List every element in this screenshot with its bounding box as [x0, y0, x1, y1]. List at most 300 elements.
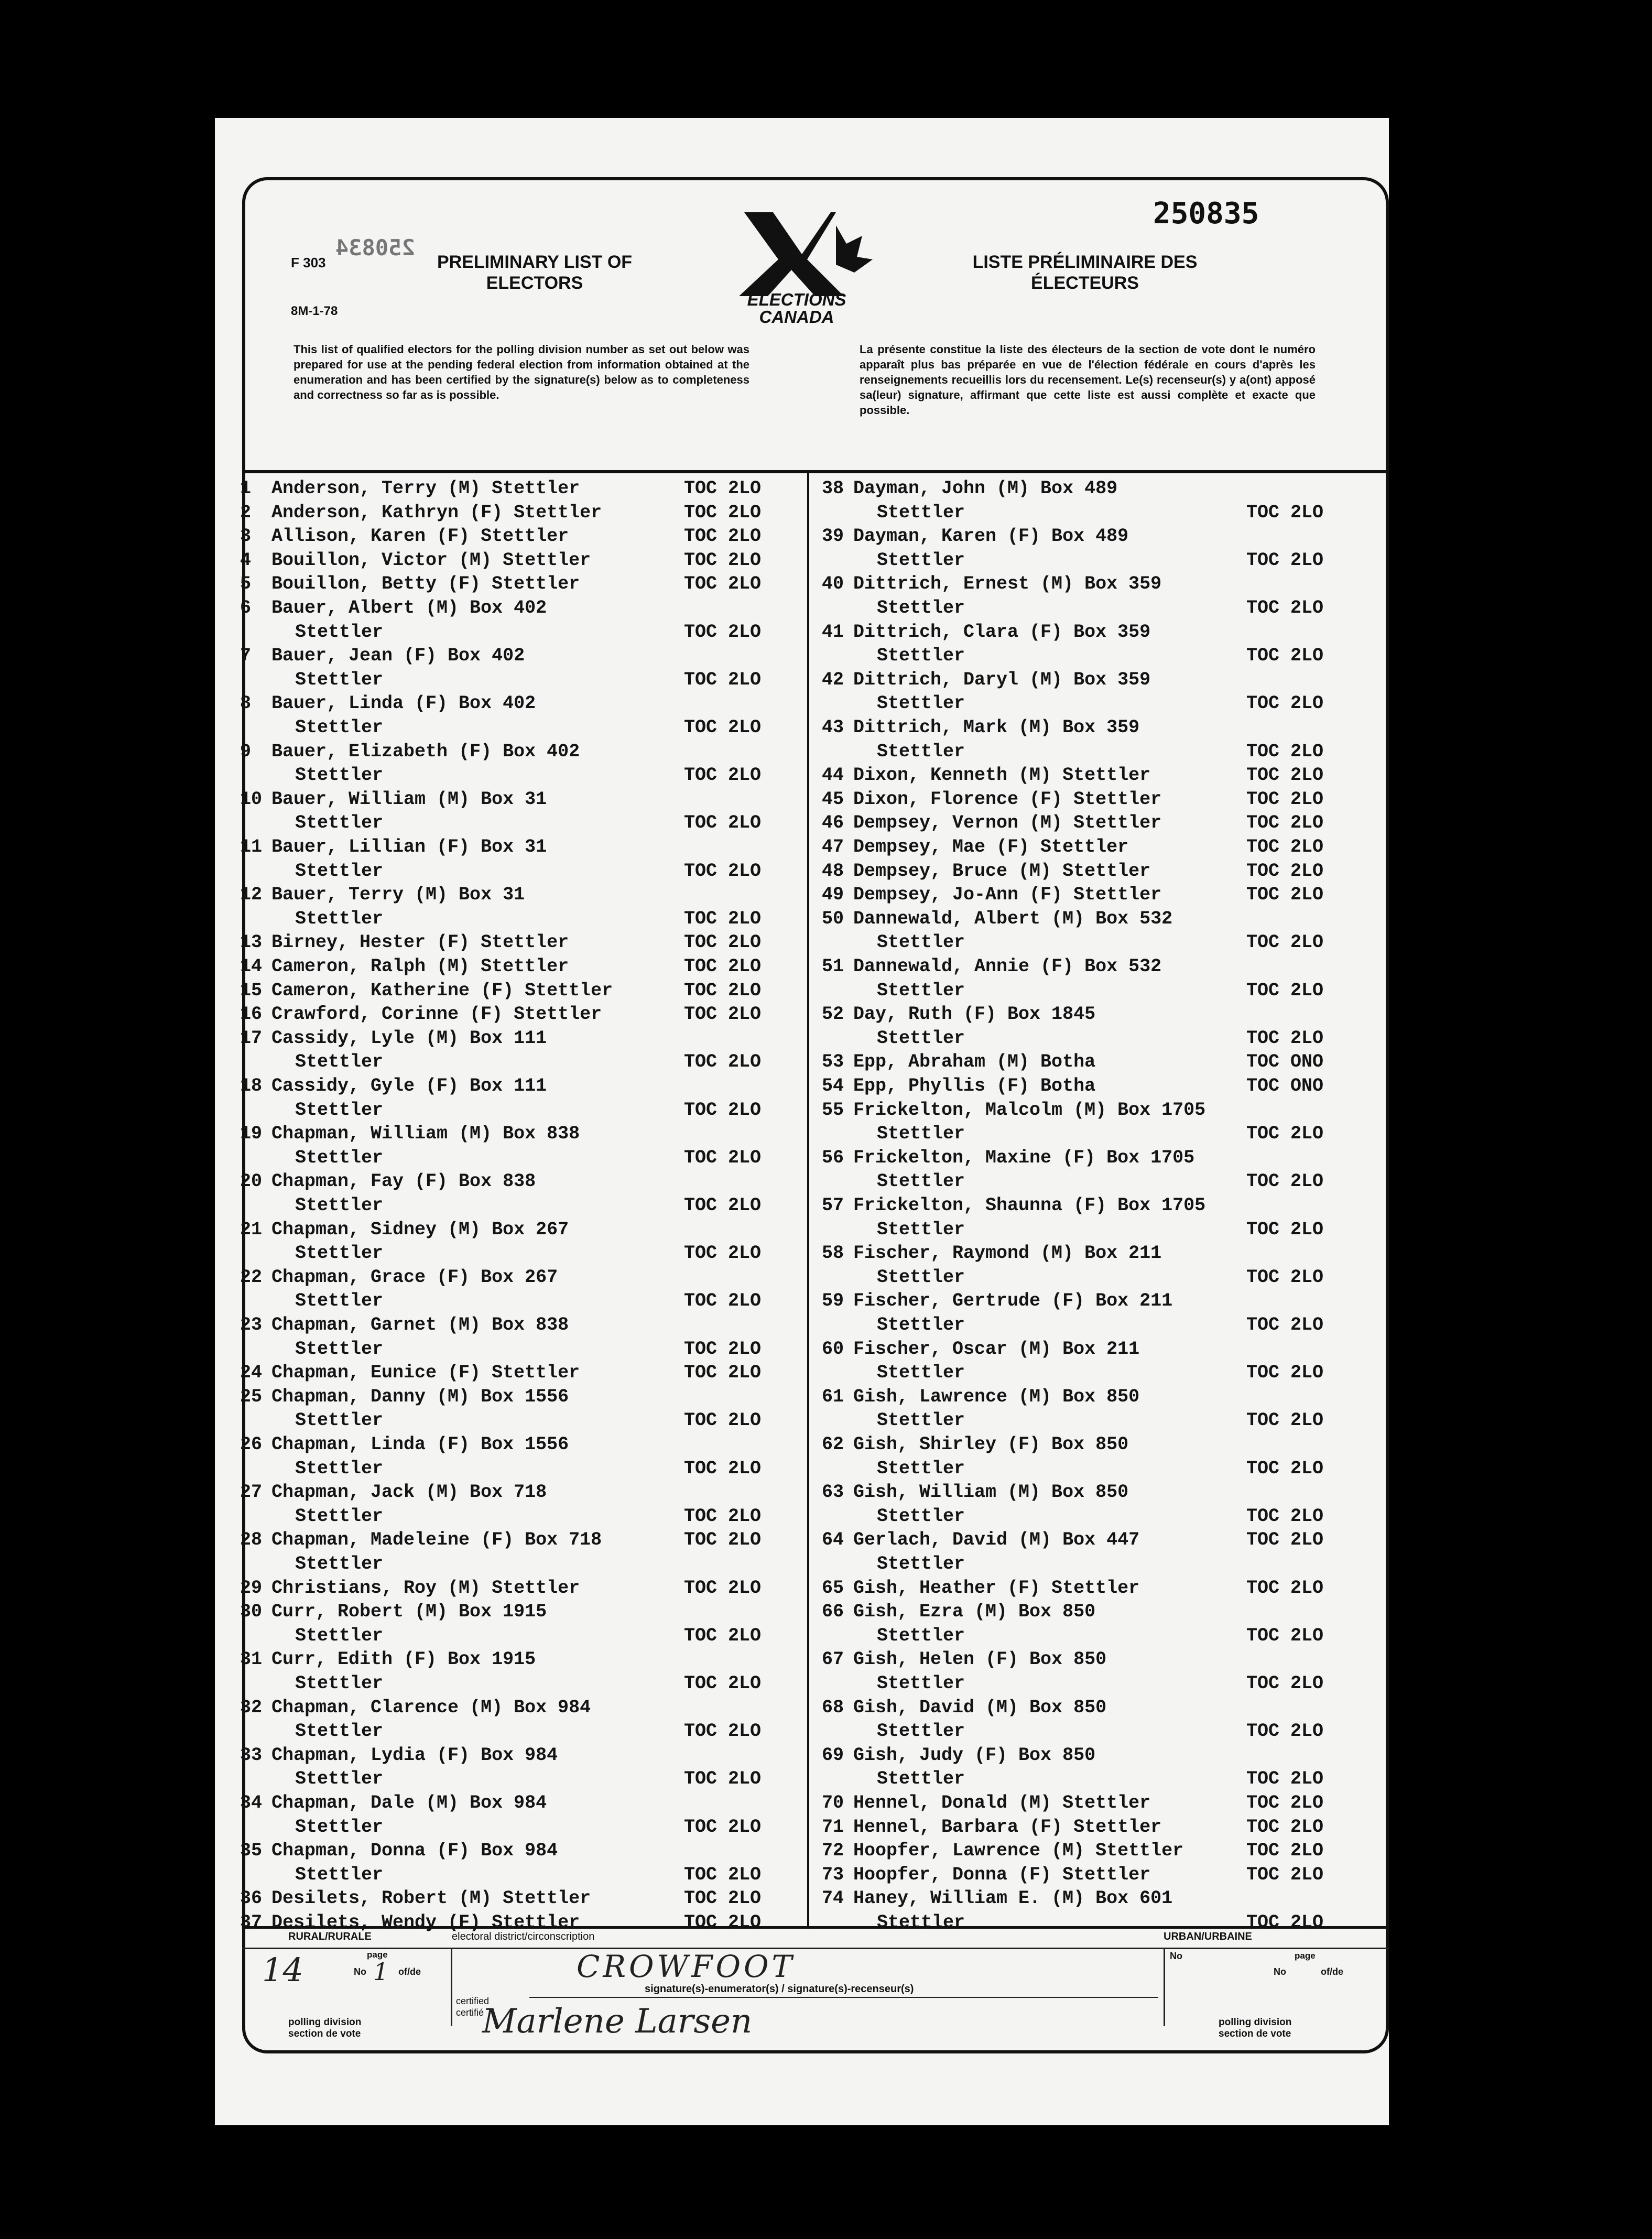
elector-name: Fischer, Gertrude (F) Box 211 [853, 1290, 1173, 1312]
elector-address: Stettler [877, 693, 965, 714]
elector-name: Chapman, Dale (M) Box 984 [271, 1792, 547, 1813]
elector-name: Desilets, Wendy (F) Stettler [271, 1912, 580, 1933]
elector-postal-code: TOC 2LO [684, 1243, 762, 1264]
elector-name: Hennel, Barbara (F) Stettler [853, 1816, 1162, 1838]
elector-postal-code: TOC 2LO [684, 669, 762, 690]
footer-vline-2 [1164, 1948, 1165, 2026]
elector-number: 4 [240, 549, 252, 571]
elector-name: Hoopfer, Lawrence (M) Stettler [853, 1840, 1184, 1862]
elector-number: 44 [822, 765, 844, 786]
elector-name: Dixon, Florence (F) Stettler [853, 788, 1162, 810]
elector-name: Chapman, Grace (F) Box 267 [271, 1266, 558, 1288]
elector-number: 71 [822, 1816, 844, 1838]
elector-address: Stettler [295, 1338, 384, 1360]
elector-name: Epp, Phyllis (F) Botha [853, 1075, 1096, 1096]
elector-number: 15 [240, 980, 263, 1001]
elector-number: 13 [240, 932, 263, 953]
elector-postal-code: TOC 2LO [1246, 1864, 1324, 1885]
elector-number: 7 [240, 645, 252, 667]
elector-name: Gerlach, David (M) Box 447 [853, 1529, 1140, 1551]
elector-number: 18 [240, 1075, 263, 1096]
elector-postal-code: TOC 2LO [684, 1673, 762, 1694]
elector-address: Stettler [877, 980, 965, 1001]
form-frame [242, 177, 1389, 2053]
elector-number: 20 [240, 1171, 263, 1192]
elector-number: 33 [240, 1744, 263, 1766]
elector-address: Stettler [877, 1673, 965, 1694]
elector-number: 3 [240, 526, 252, 547]
elector-postal-code: TOC 2LO [684, 1338, 762, 1360]
elector-name: Dempsey, Bruce (M) Stettler [853, 860, 1151, 882]
handwritten-page-number: 1 [373, 1958, 389, 1986]
elector-number: 9 [240, 741, 252, 762]
elector-number: 49 [822, 884, 844, 906]
elector-postal-code: TOC 2LO [1246, 597, 1324, 618]
elector-number: 25 [240, 1386, 263, 1407]
elector-name: Chapman, Fay (F) Box 838 [271, 1171, 536, 1192]
elector-name: Allison, Karen (F) Stettler [271, 526, 569, 547]
elector-postal-code: TOC 2LO [684, 932, 762, 953]
elector-number: 43 [822, 717, 844, 738]
right-of-label: of/de [1321, 1966, 1343, 1977]
elector-number: 69 [822, 1744, 844, 1766]
elector-address: Stettler [877, 549, 965, 571]
elector-name: Bauer, Terry (M) Box 31 [271, 884, 525, 906]
elector-postal-code: TOC 2LO [1246, 549, 1324, 571]
elector-name: Bouillon, Betty (F) Stettler [271, 573, 580, 595]
title-fr-line2: ÉLECTEURS [1031, 273, 1139, 293]
elector-postal-code: TOC 2LO [1246, 1458, 1324, 1479]
elector-postal-code: TOC 2LO [684, 1577, 762, 1599]
title-en-line2: ELECTORS [486, 273, 583, 293]
elector-number: 63 [822, 1482, 844, 1503]
elector-name: Dempsey, Mae (F) Stettler [853, 836, 1129, 857]
elector-address: Stettler [877, 597, 965, 618]
elector-postal-code: TOC 2LO [1246, 1625, 1324, 1646]
elector-address: Stettler [295, 1553, 384, 1574]
elector-number: 26 [240, 1434, 263, 1455]
elector-number: 21 [240, 1219, 263, 1240]
elector-postal-code: TOC 2LO [1246, 1314, 1324, 1335]
elector-name: Chapman, William (M) Box 838 [271, 1123, 580, 1145]
elector-postal-code: TOC 2LO [684, 1195, 762, 1216]
title-fr-line1: LISTE PRÉLIMINAIRE DES [972, 252, 1198, 272]
handwritten-division-number: 14 [262, 1951, 303, 1989]
elector-postal-code: TOC 2LO [684, 980, 762, 1001]
elector-address: Stettler [877, 1266, 965, 1288]
form-code: F 303 [291, 255, 326, 270]
rural-label: RURAL/RURALE [288, 1931, 372, 1942]
elector-postal-code: TOC 2LO [684, 1290, 762, 1312]
elector-address: Stettler [877, 1219, 965, 1240]
elector-name: Bouillon, Victor (M) Stettler [271, 549, 591, 571]
elector-postal-code: TOC 2LO [684, 1410, 762, 1431]
elector-name: Dittrich, Clara (F) Box 359 [853, 621, 1151, 643]
handwritten-district: CROWFOOT [577, 1949, 796, 1984]
left-no-label: No [354, 1966, 366, 1977]
elector-name: Epp, Abraham (M) Botha [853, 1051, 1096, 1073]
elector-name: Bauer, Linda (F) Box 402 [271, 693, 536, 714]
elector-number: 10 [240, 788, 263, 810]
elector-postal-code: TOC 2LO [1246, 1123, 1324, 1145]
elector-address: Stettler [295, 1721, 384, 1742]
elector-number: 40 [822, 573, 844, 595]
elector-number: 8 [240, 693, 252, 714]
elector-postal-code: TOC 2LO [1246, 1219, 1324, 1240]
elector-postal-code: TOC 2LO [1246, 1577, 1324, 1599]
header-divider [242, 470, 1389, 473]
elector-number: 51 [822, 956, 844, 977]
elector-number: 32 [240, 1697, 263, 1718]
elector-postal-code: TOC ONO [1246, 1051, 1324, 1073]
right-no-label: No [1170, 1951, 1182, 1961]
elector-number: 74 [822, 1888, 844, 1909]
elector-postal-code: TOC 2LO [684, 1099, 762, 1121]
elector-postal-code: TOC 2LO [1246, 1912, 1324, 1933]
title-en-line1: PRELIMINARY LIST OF [437, 252, 633, 272]
elector-postal-code: TOC 2LO [1246, 1410, 1324, 1431]
elector-postal-code: TOC 2LO [1246, 1362, 1324, 1384]
signature-line [529, 1997, 1158, 1998]
elector-number: 46 [822, 812, 844, 834]
elector-number: 12 [240, 884, 263, 906]
elector-number: 45 [822, 788, 844, 810]
elector-number: 62 [822, 1434, 844, 1455]
elector-postal-code: TOC 2LO [684, 1362, 762, 1384]
elector-postal-code: TOC 2LO [684, 1505, 762, 1527]
elector-postal-code: TOC 2LO [1246, 788, 1324, 810]
elector-address: Stettler [877, 1768, 965, 1790]
elector-number: 48 [822, 860, 844, 882]
urban-label: URBAN/URBAINE [1164, 1931, 1252, 1942]
elector-postal-code: TOC 2LO [1246, 693, 1324, 714]
elector-name: Anderson, Kathryn (F) Stettler [271, 502, 602, 523]
elector-address: Stettler [295, 669, 384, 690]
elector-address: Stettler [295, 908, 384, 929]
certifie-label: certifié [456, 2007, 484, 2018]
elector-address: Stettler [877, 1171, 965, 1192]
elector-postal-code: TOC 2LO [684, 1529, 762, 1551]
elector-number: 22 [240, 1266, 263, 1288]
elector-postal-code: TOC 2LO [1246, 502, 1324, 523]
elector-address: Stettler [295, 1816, 384, 1838]
elector-postal-code: TOC 2LO [1246, 1027, 1324, 1049]
elector-postal-code: TOC 2LO [684, 1888, 762, 1909]
elector-number: 35 [240, 1840, 263, 1862]
elector-address: Stettler [877, 1505, 965, 1527]
footer-rule-1 [242, 1948, 1389, 1949]
elector-postal-code: TOC 2LO [1246, 980, 1324, 1001]
elector-postal-code: TOC 2LO [684, 1912, 762, 1933]
elector-postal-code: TOC 2LO [684, 526, 762, 547]
handwritten-signature: Marlene Larsen [482, 2002, 753, 2041]
elector-postal-code: TOC 2LO [684, 717, 762, 738]
elector-postal-code: TOC 2LO [684, 812, 762, 834]
elector-name: Cassidy, Gyle (F) Box 111 [271, 1075, 547, 1096]
elector-number: 31 [240, 1649, 263, 1670]
elector-postal-code: TOC 2LO [1246, 1792, 1324, 1813]
elector-postal-code: TOC 2LO [1246, 1673, 1324, 1694]
elector-name: Frickelton, Shaunna (F) Box 1705 [853, 1195, 1206, 1216]
elector-postal-code: TOC 2LO [1246, 812, 1324, 834]
elector-address: Stettler [295, 1243, 384, 1264]
elector-postal-code: TOC 2LO [1246, 1171, 1324, 1192]
elector-address: Stettler [877, 932, 965, 953]
elector-number: 37 [240, 1912, 263, 1933]
elector-number: 53 [822, 1051, 844, 1073]
elector-postal-code: TOC 2LO [1246, 1266, 1324, 1288]
elector-number: 27 [240, 1482, 263, 1503]
elector-address: Stettler [295, 1505, 384, 1527]
elector-name: Gish, Lawrence (M) Box 850 [853, 1386, 1140, 1407]
elector-name: Chapman, Garnet (M) Box 838 [271, 1314, 569, 1335]
elector-name: Chapman, Lydia (F) Box 984 [271, 1744, 558, 1766]
elector-number: 47 [822, 836, 844, 857]
elector-number: 61 [822, 1386, 844, 1407]
elector-number: 5 [240, 573, 252, 595]
elector-postal-code: TOC 2LO [684, 1147, 762, 1168]
elector-number: 58 [822, 1243, 844, 1264]
elector-number: 19 [240, 1123, 263, 1145]
elector-name: Chapman, Madeleine (F) Box 718 [271, 1529, 602, 1551]
elector-postal-code: TOC 2LO [684, 860, 762, 882]
elector-name: Bauer, Jean (F) Box 402 [271, 645, 525, 667]
elector-name: Day, Ruth (F) Box 1845 [853, 1004, 1096, 1025]
logo-text-line2: CANADA [759, 307, 834, 327]
elector-address: Stettler [877, 1625, 965, 1646]
logo-text [729, 291, 865, 325]
elector-postal-code: TOC ONO [1246, 1075, 1324, 1096]
elector-name: Gish, David (M) Box 850 [853, 1697, 1107, 1718]
elector-number: 54 [822, 1075, 844, 1096]
elector-address: Stettler [877, 1362, 965, 1384]
elector-postal-code: TOC 2LO [1246, 884, 1324, 906]
elector-address: Stettler [877, 1027, 965, 1049]
elector-number: 68 [822, 1697, 844, 1718]
elector-name: Cameron, Ralph (M) Stettler [271, 956, 569, 977]
right-no-label-2: No [1274, 1966, 1286, 1977]
certified-label: certified [456, 1996, 490, 2006]
elector-name: Hennel, Donald (M) Stettler [853, 1792, 1151, 1813]
elector-address: Stettler [877, 645, 965, 667]
elector-name: Gish, William (M) Box 850 [853, 1482, 1129, 1503]
elector-number: 1 [240, 478, 252, 499]
elector-name: Gish, Ezra (M) Box 850 [853, 1601, 1096, 1623]
elector-postal-code: TOC 2LO [684, 478, 762, 499]
elector-name: Desilets, Robert (M) Stettler [271, 1888, 591, 1909]
elector-name: Gish, Shirley (F) Box 850 [853, 1434, 1129, 1455]
elector-postal-code: TOC 2LO [1246, 1721, 1324, 1742]
elector-postal-code: TOC 2LO [1246, 836, 1324, 857]
form-date-code: 8M-1-78 [291, 304, 338, 318]
elector-postal-code: TOC 2LO [684, 1051, 762, 1073]
elector-number: 52 [822, 1004, 844, 1025]
elector-name: Dannewald, Albert (M) Box 532 [853, 908, 1173, 929]
elector-number: 11 [240, 836, 263, 857]
elector-number: 56 [822, 1147, 844, 1168]
logo-text-line1: ELECTIONS [747, 290, 846, 309]
elector-postal-code: TOC 2LO [684, 1864, 762, 1885]
elector-number: 50 [822, 908, 844, 929]
elector-postal-code: TOC 2LO [1246, 1505, 1324, 1527]
elector-number: 55 [822, 1099, 844, 1121]
elector-name: Chapman, Jack (M) Box 718 [271, 1482, 547, 1503]
elector-name: Crawford, Corinne (F) Stettler [271, 1004, 602, 1025]
elector-postal-code: TOC 2LO [1246, 1768, 1324, 1790]
elector-postal-code: TOC 2LO [1246, 1816, 1324, 1838]
elector-address: Stettler [295, 1147, 384, 1168]
elector-name: Gish, Heather (F) Stettler [853, 1577, 1140, 1599]
polling-division-left: polling division [288, 2017, 362, 2028]
elector-address: Stettler [877, 1314, 965, 1335]
elector-postal-code: TOC 2LO [684, 1458, 762, 1479]
elector-postal-code: TOC 2LO [684, 1721, 762, 1742]
section-de-vote-right: section de vote [1219, 2028, 1291, 2039]
elector-number: 59 [822, 1290, 844, 1312]
elector-address: Stettler [877, 1912, 965, 1933]
elector-number: 42 [822, 669, 844, 690]
intro-english: This list of qualified electors for the polling division number as set out below was prepared for use at the pending federal election from information obtained at the enumeration and has been certified by the signature(s) below as to completeness and correctness so far as is possible. [294, 343, 749, 401]
elector-address: Stettler [295, 1458, 384, 1479]
elector-name: Chapman, Sidney (M) Box 267 [271, 1219, 569, 1240]
elector-number: 28 [240, 1529, 263, 1551]
elector-address: Stettler [295, 1673, 384, 1694]
footer-vline-1 [451, 1948, 452, 2026]
elector-number: 41 [822, 621, 844, 643]
elector-name: Curr, Edith (F) Box 1915 [271, 1649, 536, 1670]
elector-name: Hoopfer, Donna (F) Stettler [853, 1864, 1151, 1885]
elector-address: Stettler [877, 1553, 965, 1574]
elector-number: 6 [240, 597, 252, 618]
elector-number: 64 [822, 1529, 844, 1551]
elector-name: Bauer, William (M) Box 31 [271, 788, 547, 810]
electoral-district-label: electoral district/circonscription [452, 1931, 595, 1942]
elector-number: 60 [822, 1338, 844, 1360]
elector-postal-code: TOC 2LO [1246, 765, 1324, 786]
elector-name: Dittrich, Daryl (M) Box 359 [853, 669, 1151, 690]
elector-postal-code: TOC 2LO [684, 1625, 762, 1646]
elector-number: 2 [240, 502, 252, 523]
elector-name: Birney, Hester (F) Stettler [271, 932, 569, 953]
elector-address: Stettler [877, 1721, 965, 1742]
elector-postal-code: TOC 2LO [1246, 741, 1324, 762]
elector-address: Stettler [295, 621, 384, 643]
elector-name: Frickelton, Maxine (F) Box 1705 [853, 1147, 1195, 1168]
elector-postal-code: TOC 2LO [1246, 1840, 1324, 1862]
elector-postal-code: TOC 2LO [684, 956, 762, 977]
elector-address: Stettler [295, 1051, 384, 1073]
elector-name: Chapman, Danny (M) Box 1556 [271, 1386, 569, 1407]
elector-number: 36 [240, 1888, 263, 1909]
elector-name: Bauer, Albert (M) Box 402 [271, 597, 547, 618]
elector-number: 17 [240, 1027, 263, 1049]
elector-address: Stettler [295, 1864, 384, 1885]
elector-name: Dittrich, Mark (M) Box 359 [853, 717, 1140, 738]
elector-address: Stettler [295, 812, 384, 834]
elector-address: Stettler [877, 741, 965, 762]
elector-name: Bauer, Elizabeth (F) Box 402 [271, 741, 580, 762]
elector-name: Anderson, Terry (M) Stettler [271, 478, 580, 499]
elector-name: Dittrich, Ernest (M) Box 359 [853, 573, 1162, 595]
elector-postal-code: TOC 2LO [1246, 645, 1324, 667]
elector-name: Dannewald, Annie (F) Box 532 [853, 956, 1162, 977]
elector-name: Dempsey, Jo-Ann (F) Stettler [853, 884, 1162, 906]
elector-name: Chapman, Eunice (F) Stettler [271, 1362, 580, 1384]
section-de-vote-left: section de vote [288, 2028, 361, 2039]
left-page-label: page [367, 1950, 388, 1960]
elector-name: Gish, Judy (F) Box 850 [853, 1744, 1096, 1766]
elector-name: Curr, Robert (M) Box 1915 [271, 1601, 547, 1623]
elector-number: 66 [822, 1601, 844, 1623]
elector-number: 30 [240, 1601, 263, 1623]
elector-name: Haney, William E. (M) Box 601 [853, 1888, 1173, 1909]
elector-postal-code: TOC 2LO [684, 573, 762, 595]
polling-division-right: polling division [1219, 2017, 1292, 2028]
intro-french: La présente constitue la liste des électeurs de la section de vote dont le numéro apparaît plus bas préparée en vue de l'élection fédérale en cours d'après les renseignements recueillis lors du recensement. Le(s) recenseur(s) y a(ont) apposé sa(leur) signature, affirmant que cette liste est aussi complète et exacte que possible. [860, 343, 1316, 417]
elector-name: Frickelton, Malcolm (M) Box 1705 [853, 1099, 1206, 1121]
elector-name: Chapman, Donna (F) Box 984 [271, 1840, 558, 1862]
column-divider [807, 473, 809, 1926]
elector-number: 34 [240, 1792, 263, 1813]
elector-name: Dayman, Karen (F) Box 489 [853, 526, 1129, 547]
elector-postal-code: TOC 2LO [684, 502, 762, 523]
elector-number: 29 [240, 1577, 263, 1599]
left-of-label: of/de [398, 1966, 421, 1977]
elector-name: Fischer, Oscar (M) Box 211 [853, 1338, 1140, 1360]
elector-address: Stettler [295, 1195, 384, 1216]
elector-name: Christians, Roy (M) Stettler [271, 1577, 580, 1599]
elector-postal-code: TOC 2LO [684, 621, 762, 643]
elector-address: Stettler [295, 1099, 384, 1121]
elector-name: Dixon, Kenneth (M) Stettler [853, 765, 1151, 786]
elector-address: Stettler [877, 1123, 965, 1145]
elector-address: Stettler [877, 502, 965, 523]
elector-address: Stettler [295, 1290, 384, 1312]
serial-number: 250835 [1153, 197, 1259, 231]
elector-postal-code: TOC 2LO [684, 1816, 762, 1838]
elector-postal-code: TOC 2LO [684, 765, 762, 786]
elector-number: 57 [822, 1195, 844, 1216]
elector-name: Dempsey, Vernon (M) Stettler [853, 812, 1162, 834]
elector-name: Chapman, Clarence (M) Box 984 [271, 1697, 591, 1718]
elector-name: Fischer, Raymond (M) Box 211 [853, 1243, 1162, 1264]
elector-name: Gish, Helen (F) Box 850 [853, 1649, 1107, 1670]
elector-name: Dayman, John (M) Box 489 [853, 478, 1118, 499]
elector-postal-code: TOC 2LO [684, 549, 762, 571]
elector-number: 72 [822, 1840, 844, 1862]
elector-number: 70 [822, 1792, 844, 1813]
elector-postal-code: TOC 2LO [684, 1768, 762, 1790]
elector-address: Stettler [877, 1410, 965, 1431]
elector-postal-code: TOC 2LO [684, 908, 762, 929]
elector-name: Cameron, Katherine (F) Stettler [271, 980, 613, 1001]
elector-address: Stettler [295, 717, 384, 738]
title-english [398, 252, 671, 294]
elector-address: Stettler [295, 1768, 384, 1790]
elector-name: Bauer, Lillian (F) Box 31 [271, 836, 547, 857]
elector-number: 39 [822, 526, 844, 547]
elector-address: Stettler [877, 1458, 965, 1479]
elector-address: Stettler [295, 765, 384, 786]
elector-address: Stettler [295, 1625, 384, 1646]
elector-address: Stettler [295, 860, 384, 882]
elector-address: Stettler [295, 1410, 384, 1431]
elector-number: 16 [240, 1004, 263, 1025]
elector-number: 14 [240, 956, 263, 977]
elector-number: 38 [822, 478, 844, 499]
elector-number: 23 [240, 1314, 263, 1335]
elector-postal-code: TOC 2LO [1246, 932, 1324, 953]
